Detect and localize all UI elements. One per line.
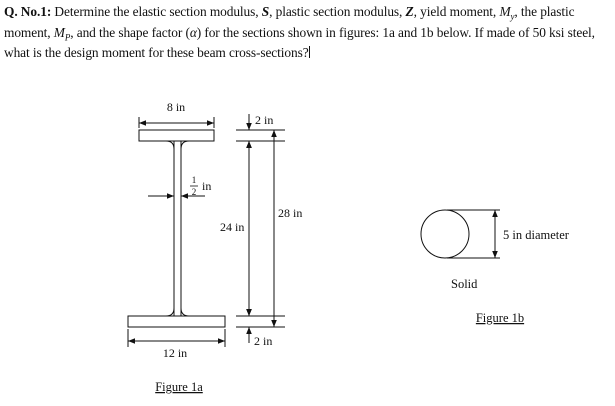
dim-bottom-flange-width — [128, 329, 225, 347]
symbol-z: Z — [405, 4, 414, 19]
question-text: Q. No.1: Determine the elastic section modulus, S, plastic section modulus, Z, yield moment, $M_y$, the plastic moment, $M_P$, and the shape factor (α) for the sections shown in figures: 1a and 1b below. If made of 50 ksi steel, what is the design moment for these beam cross-sections? — [4, 4, 595, 61]
bottom-flange — [128, 316, 225, 327]
symbol-alpha: α — [189, 24, 197, 40]
fillet-bottom-right — [181, 308, 189, 316]
top-flange — [139, 130, 214, 141]
caption-figure-1a: Figure 1a — [155, 380, 203, 394]
symbol-s: S — [261, 4, 270, 19]
fillet-top-right — [181, 141, 189, 149]
fillet-bottom-left — [166, 308, 174, 316]
label-top-flange-width: 8 in — [166, 100, 186, 114]
label-web-depth: 24 in — [220, 220, 245, 234]
label-web-thickness — [190, 175, 211, 197]
label-bottom-flange-width: 12 in — [162, 346, 188, 360]
fillet-top-left — [166, 141, 174, 149]
question-label: Q. No.1: — [4, 4, 52, 19]
svg-text:in: in — [202, 179, 212, 193]
label-solid: Solid — [451, 277, 478, 291]
label-top-flange-thickness: 2 in — [255, 113, 274, 127]
label-diameter: 5 in diameter — [503, 228, 569, 242]
svg-text:2: 2 — [191, 187, 197, 197]
label-total-depth: 28 in — [278, 206, 303, 220]
label-bottom-flange-thickness: 2 in — [254, 334, 273, 348]
solid-circle-section — [421, 210, 469, 258]
i-beam-section — [128, 130, 225, 327]
dim-top-flange-width — [139, 117, 214, 128]
svg-text:1: 1 — [191, 175, 197, 185]
symbol-my: $M_y$ — [499, 4, 515, 22]
caption-figure-1b: Figure 1b — [475, 311, 525, 325]
symbol-mp: $M_P$ — [53, 24, 71, 43]
dim-diameter — [447, 210, 500, 258]
circle-outline — [421, 210, 469, 258]
